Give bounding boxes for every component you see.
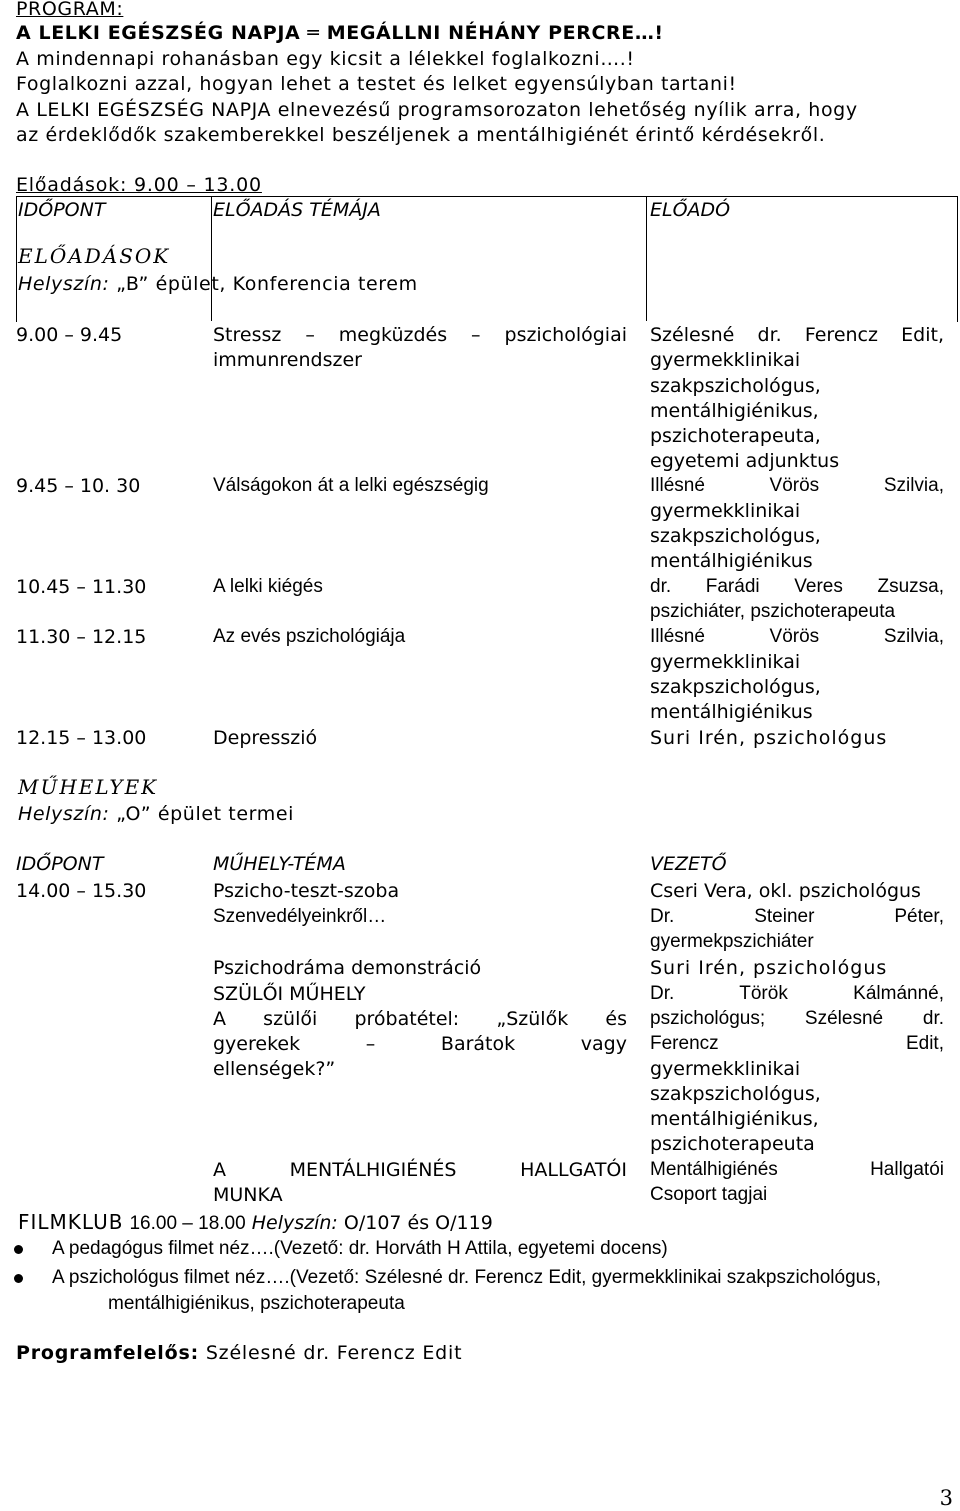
column-header-speaker: ELŐADÓ xyxy=(650,199,731,221)
workshop-time: 14.00 – 15.30 xyxy=(16,880,147,902)
lecture-topic-line: Válságokon át a lelki egészségig xyxy=(213,475,489,496)
filmklub-line xyxy=(18,1210,493,1235)
filmklub-location-value: O/107 és O/119 xyxy=(343,1212,493,1234)
lecture-speaker-line: Suri Irén, pszichológus xyxy=(650,727,888,749)
lecture-speaker-line: Szélesné dr. Ferencz Edit, xyxy=(650,324,944,346)
workshop-leader-line: mentálhigiénikus, xyxy=(650,1108,819,1130)
lecture-speaker-line: Illésné Vörös Szilvia, xyxy=(650,475,944,496)
lecture-time: 9.45 – 10. 30 xyxy=(16,475,141,497)
lecture-speaker-line: Illésné Vörös Szilvia, xyxy=(650,626,944,647)
workshop-topic-line: MUNKA xyxy=(213,1184,283,1206)
filmklub-item-continuation: mentálhigiénikus, pszichoterapeuta xyxy=(108,1293,405,1314)
program-label: PROGRAM: xyxy=(16,0,124,20)
filmklub-label: FILMKLUB xyxy=(18,1210,124,1234)
lecture-speaker-line: szakpszichológus, xyxy=(650,525,821,547)
location-value: „O” épület termei xyxy=(116,803,294,825)
workshop-leader-line: Suri Irén, pszichológus xyxy=(650,957,888,979)
column-header-topic: ELŐADÁS TÉMÁJA xyxy=(213,199,381,221)
filmklub-item: A pszichológus filmet néz….(Vezető: Szélesné dr. Ferencz Edit, gyermekklinikai szakpszichológus, xyxy=(52,1267,881,1288)
filmklub-location-label: Helyszín: xyxy=(251,1212,338,1234)
responsible-name: Szélesné dr. Ferencz Edit xyxy=(205,1342,463,1364)
lecture-speaker-line: pszichoterapeuta, xyxy=(650,425,821,447)
workshops-section-title: MŰHELYEK xyxy=(18,775,159,799)
lecture-speaker-line: pszichiáter, pszichoterapeuta xyxy=(650,601,896,622)
column-header-time: IDŐPONT xyxy=(16,853,104,875)
lecture-topic-line: Stressz – megküzdés – pszichológiai xyxy=(213,324,627,346)
bullet-icon xyxy=(14,1274,23,1283)
workshops-location xyxy=(18,803,294,825)
lecture-topic-line: A lelki kiégés xyxy=(213,576,323,597)
lecture-speaker-line: gyermekklinikai xyxy=(650,651,801,673)
lecture-time: 11.30 – 12.15 xyxy=(16,626,147,648)
lecture-speaker-line: mentálhigiénikus xyxy=(650,701,813,723)
page-title: A LELKI EGÉSZSÉG NAPJA ═ MEGÁLLNI NÉHÁNY PERCRE…! xyxy=(16,22,664,44)
lectures-location xyxy=(18,273,418,295)
filmklub-item: A pedagógus filmet néz….(Vezető: dr. Horváth H Attila, egyetemi docens) xyxy=(52,1238,668,1259)
workshop-topic-line: A szülői próbatétel: „Szülők és xyxy=(213,1008,627,1030)
workshop-leader-line: gyermekklinikai xyxy=(650,1058,801,1080)
location-label: Helyszín: xyxy=(18,273,110,295)
lectures-section-title: ELŐADÁSOK xyxy=(18,244,171,268)
lecture-time: 9.00 – 9.45 xyxy=(16,324,123,346)
location-label: Helyszín: xyxy=(18,803,110,825)
lecture-speaker-line: gyermekklinikai xyxy=(650,500,801,522)
lecture-topic-line: Az evés pszichológiája xyxy=(213,626,406,647)
lecture-speaker-line: szakpszichológus, xyxy=(650,375,821,397)
workshop-leader-line: szakpszichológus, xyxy=(650,1083,821,1105)
intro-line-4: az érdeklődők szakemberekkel beszéljenek a mentálhigiénét érintő kérdésekről. xyxy=(16,124,826,146)
lectures-time-range: Előadások: 9.00 – 13.00 xyxy=(16,174,262,196)
column-divider xyxy=(211,196,212,321)
lecture-topic-line: Depresszió xyxy=(213,727,318,749)
lecture-speaker-line: gyermekklinikai xyxy=(650,349,801,371)
program-responsible xyxy=(16,1342,462,1364)
workshop-topic-line: Szenvedélyeinkről… xyxy=(213,906,387,927)
column-divider xyxy=(646,196,647,321)
lecture-topic-line: immunrendszer xyxy=(213,349,362,371)
workshop-topic-line: Pszicho-teszt-szoba xyxy=(213,880,400,902)
workshop-leader-line: Mentálhigiénés Hallgatói xyxy=(650,1159,944,1180)
workshop-leader-line: Csoport tagjai xyxy=(650,1184,768,1205)
workshop-topic-line: ellenségek?” xyxy=(213,1058,336,1080)
lecture-speaker-line: mentálhigiénikus xyxy=(650,550,813,572)
workshop-topic-line: A MENTÁLHIGIÉNÉS HALLGATÓI xyxy=(213,1159,627,1181)
workshop-leader-line: gyermekpszichiáter xyxy=(650,931,814,952)
column-header-time: IDŐPONT xyxy=(18,199,106,221)
workshop-topic-line: gyerekek – Barátok vagy xyxy=(213,1033,627,1055)
filmklub-time: 16.00 – 18.00 xyxy=(129,1213,246,1234)
lecture-speaker-line: egyetemi adjunktus xyxy=(650,450,840,472)
lecture-time: 12.15 – 13.00 xyxy=(16,727,147,749)
workshop-leader-line: Ferencz Edit, xyxy=(650,1033,944,1054)
page-number: 3 xyxy=(939,1486,953,1510)
workshop-leader-line: Cseri Vera, okl. pszichológus xyxy=(650,880,921,902)
workshop-topic-line: Pszichodráma demonstráció xyxy=(213,957,482,979)
column-header-topic: MŰHELY-TÉMA xyxy=(213,853,346,875)
workshop-leader-line: Dr. Török Kálmánné, xyxy=(650,983,944,1004)
bullet-icon xyxy=(14,1245,23,1254)
intro-line-3: A LELKI EGÉSZSÉG NAPJA elnevezésű programsorozaton lehetőség nyílik arra, hogy xyxy=(16,99,858,121)
lecture-time: 10.45 – 11.30 xyxy=(16,576,147,598)
column-header-leader: VEZETŐ xyxy=(650,853,727,875)
workshop-leader-line: pszichológus; Szélesné dr. xyxy=(650,1008,944,1029)
location-value: „B” épület, Konferencia terem xyxy=(116,273,418,295)
intro-line-2: Foglalkozni azzal, hogyan lehet a testet és lelket egyensúlyban tartani! xyxy=(16,73,737,95)
workshop-leader-line: pszichoterapeuta xyxy=(650,1133,815,1155)
lecture-speaker-line: szakpszichológus, xyxy=(650,676,821,698)
lecture-speaker-line: mentálhigiénikus, xyxy=(650,400,819,422)
intro-line-1: A mindennapi rohanásban egy kicsit a lélekkel foglalkozni….! xyxy=(16,48,635,70)
responsible-label: Programfelelős: xyxy=(16,1342,199,1364)
workshop-topic-line: SZÜLŐI MŰHELY xyxy=(213,983,366,1005)
lecture-speaker-line: dr. Farádi Veres Zsuzsa, xyxy=(650,576,944,597)
workshop-leader-line: Dr. Steiner Péter, xyxy=(650,906,944,927)
